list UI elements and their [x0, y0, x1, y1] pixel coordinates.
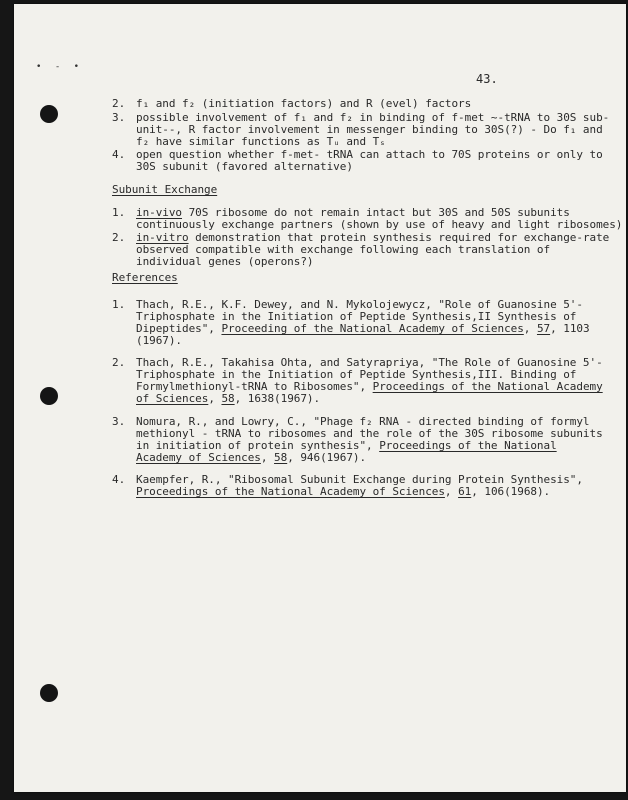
reference-line: Nomura, R., and Lowry, C., "Phage f₂ RNA - directed binding of formyl	[136, 415, 590, 428]
reference-number: 4.	[112, 473, 126, 486]
item-line: individual genes (operons?)	[136, 255, 314, 268]
item-number: 2.	[112, 231, 126, 244]
reference-line: Kaempfer, R., "Ribosomal Subunit Exchange during Protein Synthesis",	[136, 473, 583, 486]
item-term: in-vivo	[136, 206, 183, 219]
journal-title: Proceedings of the National	[379, 439, 557, 452]
page-number: 43.	[476, 72, 498, 86]
reference-number: 2.	[112, 356, 126, 369]
reference-line: Academy of Sciences, 58, 946(1967).	[136, 451, 367, 464]
item-line: 30S subunit (favored alternative)	[136, 160, 353, 173]
punch-hole-top	[40, 105, 58, 123]
punch-hole-middle	[40, 387, 58, 405]
item-number: 3.	[112, 111, 126, 124]
item-line: in-vivo 70S ribosome do not remain intact but 30S and 50S subunits	[136, 206, 570, 219]
journal-title: Proceeding of the National Academy of Sciences	[221, 322, 524, 335]
item-number: 2.	[112, 97, 126, 110]
item-line: observed compatible with exchange following each translation of	[136, 243, 551, 256]
item-line: in-vitro demonstration that protein synthesis required for exchange-rate	[136, 231, 610, 244]
journal-title: Proceedings of the National Academy	[372, 380, 603, 393]
reference-line: in initiation of protein synthesis", Proceedings of the National	[136, 439, 557, 452]
journal-title: Academy of Sciences	[136, 451, 261, 464]
reference-line: Formylmethionyl-tRNA to Ribosomes", Proceedings of the National Academy	[136, 380, 603, 393]
reference-line: of Sciences, 58, 1638(1967).	[136, 392, 321, 405]
journal-title: of Sciences	[136, 392, 209, 405]
item-line: f₂ have similar functions as Tᵤ and Tₛ	[136, 135, 386, 148]
reference-line: Thach, R.E., Takahisa Ohta, and Satyrapriya, "The Role of Guanosine 5'-	[136, 356, 603, 369]
reference-line: Thach, R.E., K.F. Dewey, and N. Mykolojewycz, "Role of Guanosine 5'-	[136, 298, 583, 311]
journal-volume: 58	[221, 392, 235, 405]
item-line: continuously exchange partners (shown by use of heavy and light ribosomes)	[136, 218, 623, 231]
section-heading: Subunit Exchange	[112, 183, 218, 196]
corner-marks: • - •	[36, 62, 84, 72]
journal-volume: 58	[274, 451, 288, 464]
item-number: 1.	[112, 206, 126, 219]
item-term: in-vitro	[136, 231, 189, 244]
journal-volume: 57	[536, 322, 551, 335]
reference-line: Dipeptides", Proceeding of the National Academy of Sciences, 57, 1103	[136, 322, 590, 335]
reference-line: Triphosphate in the Initiation of Peptide Synthesis,II Synthesis of	[136, 310, 577, 323]
reference-line: (1967).	[136, 334, 183, 347]
item-line: unit--, R factor involvement in messenger binding to 30S(?) - Do f₁ and	[136, 123, 603, 136]
journal-volume: 61	[458, 485, 472, 498]
item-line: possible involvement of f₁ and f₂ in binding of f-met ~-tRNA to 30S sub-	[136, 111, 610, 124]
item-line: open question whether f-met- tRNA can attach to 70S proteins or only to	[136, 148, 603, 161]
reference-line: methionyl - tRNA to ribosomes and the role of the 30S ribosome subunits	[136, 427, 603, 440]
item-number: 4.	[112, 148, 126, 161]
punch-hole-bottom	[40, 684, 58, 702]
journal-title: Proceedings of the National Academy of Sciences	[136, 485, 445, 498]
section-heading: References	[112, 271, 178, 284]
reference-line: Triphosphate in the Initiation of Peptide Synthesis,III. Binding of	[136, 368, 577, 381]
item-line: f₁ and f₂ (initiation factors) and R (evel) factors	[136, 97, 472, 110]
reference-number: 1.	[112, 298, 126, 311]
reference-number: 3.	[112, 415, 126, 428]
document-page	[14, 4, 626, 792]
reference-line: Proceedings of the National Academy of Sciences, 61, 106(1968).	[136, 485, 551, 498]
